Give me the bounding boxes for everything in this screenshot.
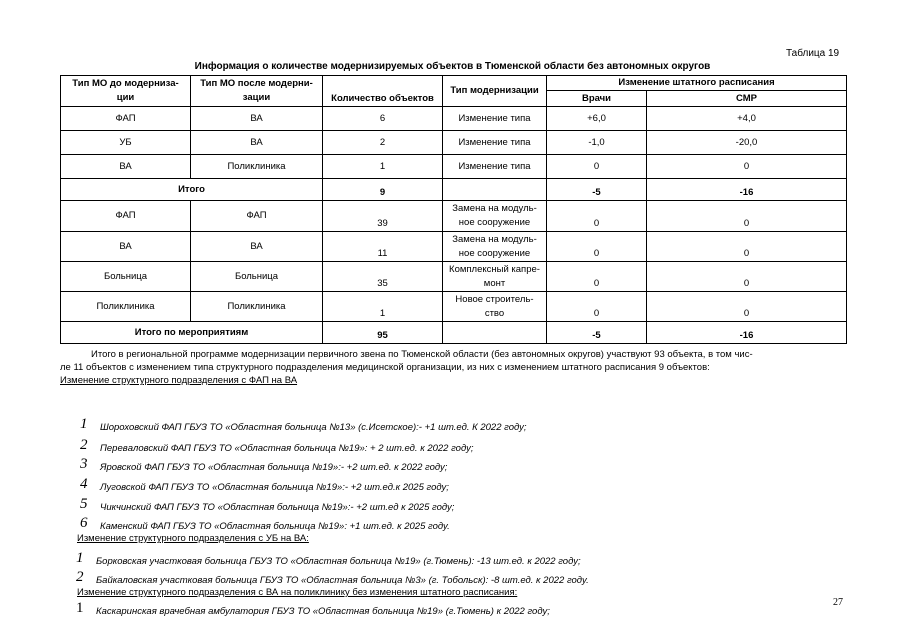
cell-after: ФАП <box>191 201 323 232</box>
table-label: Таблица 19 <box>786 48 840 59</box>
subtotal-type <box>443 179 547 201</box>
cell-count: 11 <box>323 232 443 262</box>
page-title: Информация о количестве модернизируемых объектов в Тюменской области без автономных округов <box>194 61 711 72</box>
list-number: 6 <box>80 515 88 531</box>
header-modernization: Тип модернизации <box>443 76 547 107</box>
subtotal-doctors: -5 <box>547 179 647 201</box>
cell-before: УБ <box>61 131 191 155</box>
cell-before: ВА <box>61 155 191 179</box>
cell-count: 39 <box>323 201 443 232</box>
table-row <box>61 155 847 179</box>
list-number: 2 <box>80 437 88 453</box>
cell-before: ФАП <box>61 107 191 131</box>
list-item: Луговской ФАП ГБУЗ ТО «Областная больница №19»:- +2 шт.ед.к 2025 году; <box>100 482 449 493</box>
cell-doctors: 0 <box>547 201 647 232</box>
cell-before: ФАП <box>61 201 191 232</box>
section-heading: Изменение структурного подразделения с УБ на ВА: <box>77 533 309 544</box>
cell-after: ВА <box>191 131 323 155</box>
subtotal-label: Итого <box>61 179 323 201</box>
table-row <box>61 201 847 232</box>
cell-smr: 0 <box>647 262 847 292</box>
cell-type: Замена на модуль- ное сооружение <box>443 232 547 262</box>
paragraph-line-1: Итого в региональной программе модернизации первичного звена по Тюменской области (без автономных округов) участвуют 93 объекта, в том чис- <box>91 349 753 360</box>
table-row <box>61 262 847 292</box>
cell-doctors: 0 <box>547 232 647 262</box>
table-row <box>61 232 847 262</box>
total-label: Итого по мероприятиям <box>61 322 323 344</box>
cell-type: Изменение типа <box>443 107 547 131</box>
cell-count: 35 <box>323 262 443 292</box>
list-item: Каменский ФАП ГБУЗ ТО «Областная больница №19»: +1 шт.ед. к 2025 году. <box>100 521 450 532</box>
cell-doctors: 0 <box>547 262 647 292</box>
cell-smr: 0 <box>647 155 847 179</box>
subtotal-smr: -16 <box>647 179 847 201</box>
section-heading: Изменение структурного подразделения с ФАП на ВА <box>60 375 298 386</box>
total-row <box>61 322 847 344</box>
cell-after: Больница <box>191 262 323 292</box>
total-doctors: -5 <box>547 322 647 344</box>
cell-after: ВА <box>191 107 323 131</box>
cell-smr: -20,0 <box>647 131 847 155</box>
list-item: Байкаловская участковая больница ГБУЗ ТО «Областная больница №3» (г. Тобольск): -8 шт.ед. к 2022 году. <box>96 575 589 586</box>
cell-after: Поликлиника <box>191 292 323 322</box>
header-count: Количество объектов <box>323 76 443 107</box>
cell-count: 2 <box>323 131 443 155</box>
cell-before: Больница <box>61 262 191 292</box>
list-number: 1 <box>80 416 88 432</box>
list-item: Борковская участковая больница ГБУЗ ТО «Областная больница №19» (г.Тюмень): -13 шт.ед. к 2022 году; <box>96 556 581 567</box>
cell-smr: 0 <box>647 201 847 232</box>
list-item: Чикчинский ФАП ГБУЗ ТО «Областная больница №19»:- +2 шт.ед к 2025 году; <box>100 502 455 513</box>
subtotal-row <box>61 179 847 201</box>
page-number: 27 <box>833 597 843 608</box>
cell-doctors: +6,0 <box>547 107 647 131</box>
cell-count: 1 <box>323 155 443 179</box>
table-row <box>61 131 847 155</box>
subtotal-count: 9 <box>323 179 443 201</box>
cell-type: Замена на модуль- ное сооружение <box>443 201 547 232</box>
list-number: 1 <box>76 600 84 616</box>
total-type <box>443 322 547 344</box>
cell-smr: +4,0 <box>647 107 847 131</box>
list-item: Перевaловский ФАП ГБУЗ ТО «Областная больница №19»: + 2 шт.ед. к 2022 году; <box>100 443 474 454</box>
cell-count: 1 <box>323 292 443 322</box>
list-item: Шороховский ФАП ГБУЗ ТО «Областная больница №13» (с.Исетское):- +1 шт.ед. К 2022 году; <box>100 422 527 433</box>
list-number: 2 <box>76 569 84 585</box>
cell-type: Изменение типа <box>443 131 547 155</box>
list-number: 5 <box>80 496 88 512</box>
list-number: 1 <box>76 550 84 566</box>
header-staff-change: Изменение штатного расписания <box>547 76 847 91</box>
section-heading: Изменение структурного подразделения с ВА на поликлинику без изменения штатного расписания: <box>77 587 518 598</box>
total-smr: -16 <box>647 322 847 344</box>
header-type-after: Тип МО после модерни- зации <box>191 76 323 107</box>
header-row <box>61 76 847 91</box>
cell-smr: 0 <box>647 292 847 322</box>
total-count: 95 <box>323 322 443 344</box>
header-type-before: Тип МО до модерниза- ции <box>61 76 191 107</box>
cell-doctors: 0 <box>547 155 647 179</box>
list-item: Каскаринская врачебная амбулатория ГБУЗ ТО «Областная больница №19» (г.Тюмень) к 2022 году; <box>96 606 550 617</box>
modernization-table <box>60 75 847 344</box>
list-item: Яровской ФАП ГБУЗ ТО «Областная больница №19»:- +2 шт.ед. к 2022 году; <box>100 462 448 473</box>
cell-smr: 0 <box>647 232 847 262</box>
cell-type: Изменение типа <box>443 155 547 179</box>
cell-doctors: -1,0 <box>547 131 647 155</box>
cell-doctors: 0 <box>547 292 647 322</box>
cell-after: Поликлиника <box>191 155 323 179</box>
cell-before: Поликлиника <box>61 292 191 322</box>
cell-after: ВА <box>191 232 323 262</box>
header-smr: СМР <box>647 91 847 107</box>
cell-before: ВА <box>61 232 191 262</box>
cell-count: 6 <box>323 107 443 131</box>
table-row <box>61 292 847 322</box>
table-row <box>61 107 847 131</box>
list-number: 3 <box>80 456 88 472</box>
header-doctors: Врачи <box>547 91 647 107</box>
cell-type: Комплексный капре- монт <box>443 262 547 292</box>
list-number: 4 <box>80 476 88 492</box>
cell-type: Новое строитель- ство <box>443 292 547 322</box>
paragraph-line-2: ле 11 объектов с изменением типа структурного подразделения медицинской организации, из них с изменением штатного расписания 9 объектов: <box>60 362 710 373</box>
